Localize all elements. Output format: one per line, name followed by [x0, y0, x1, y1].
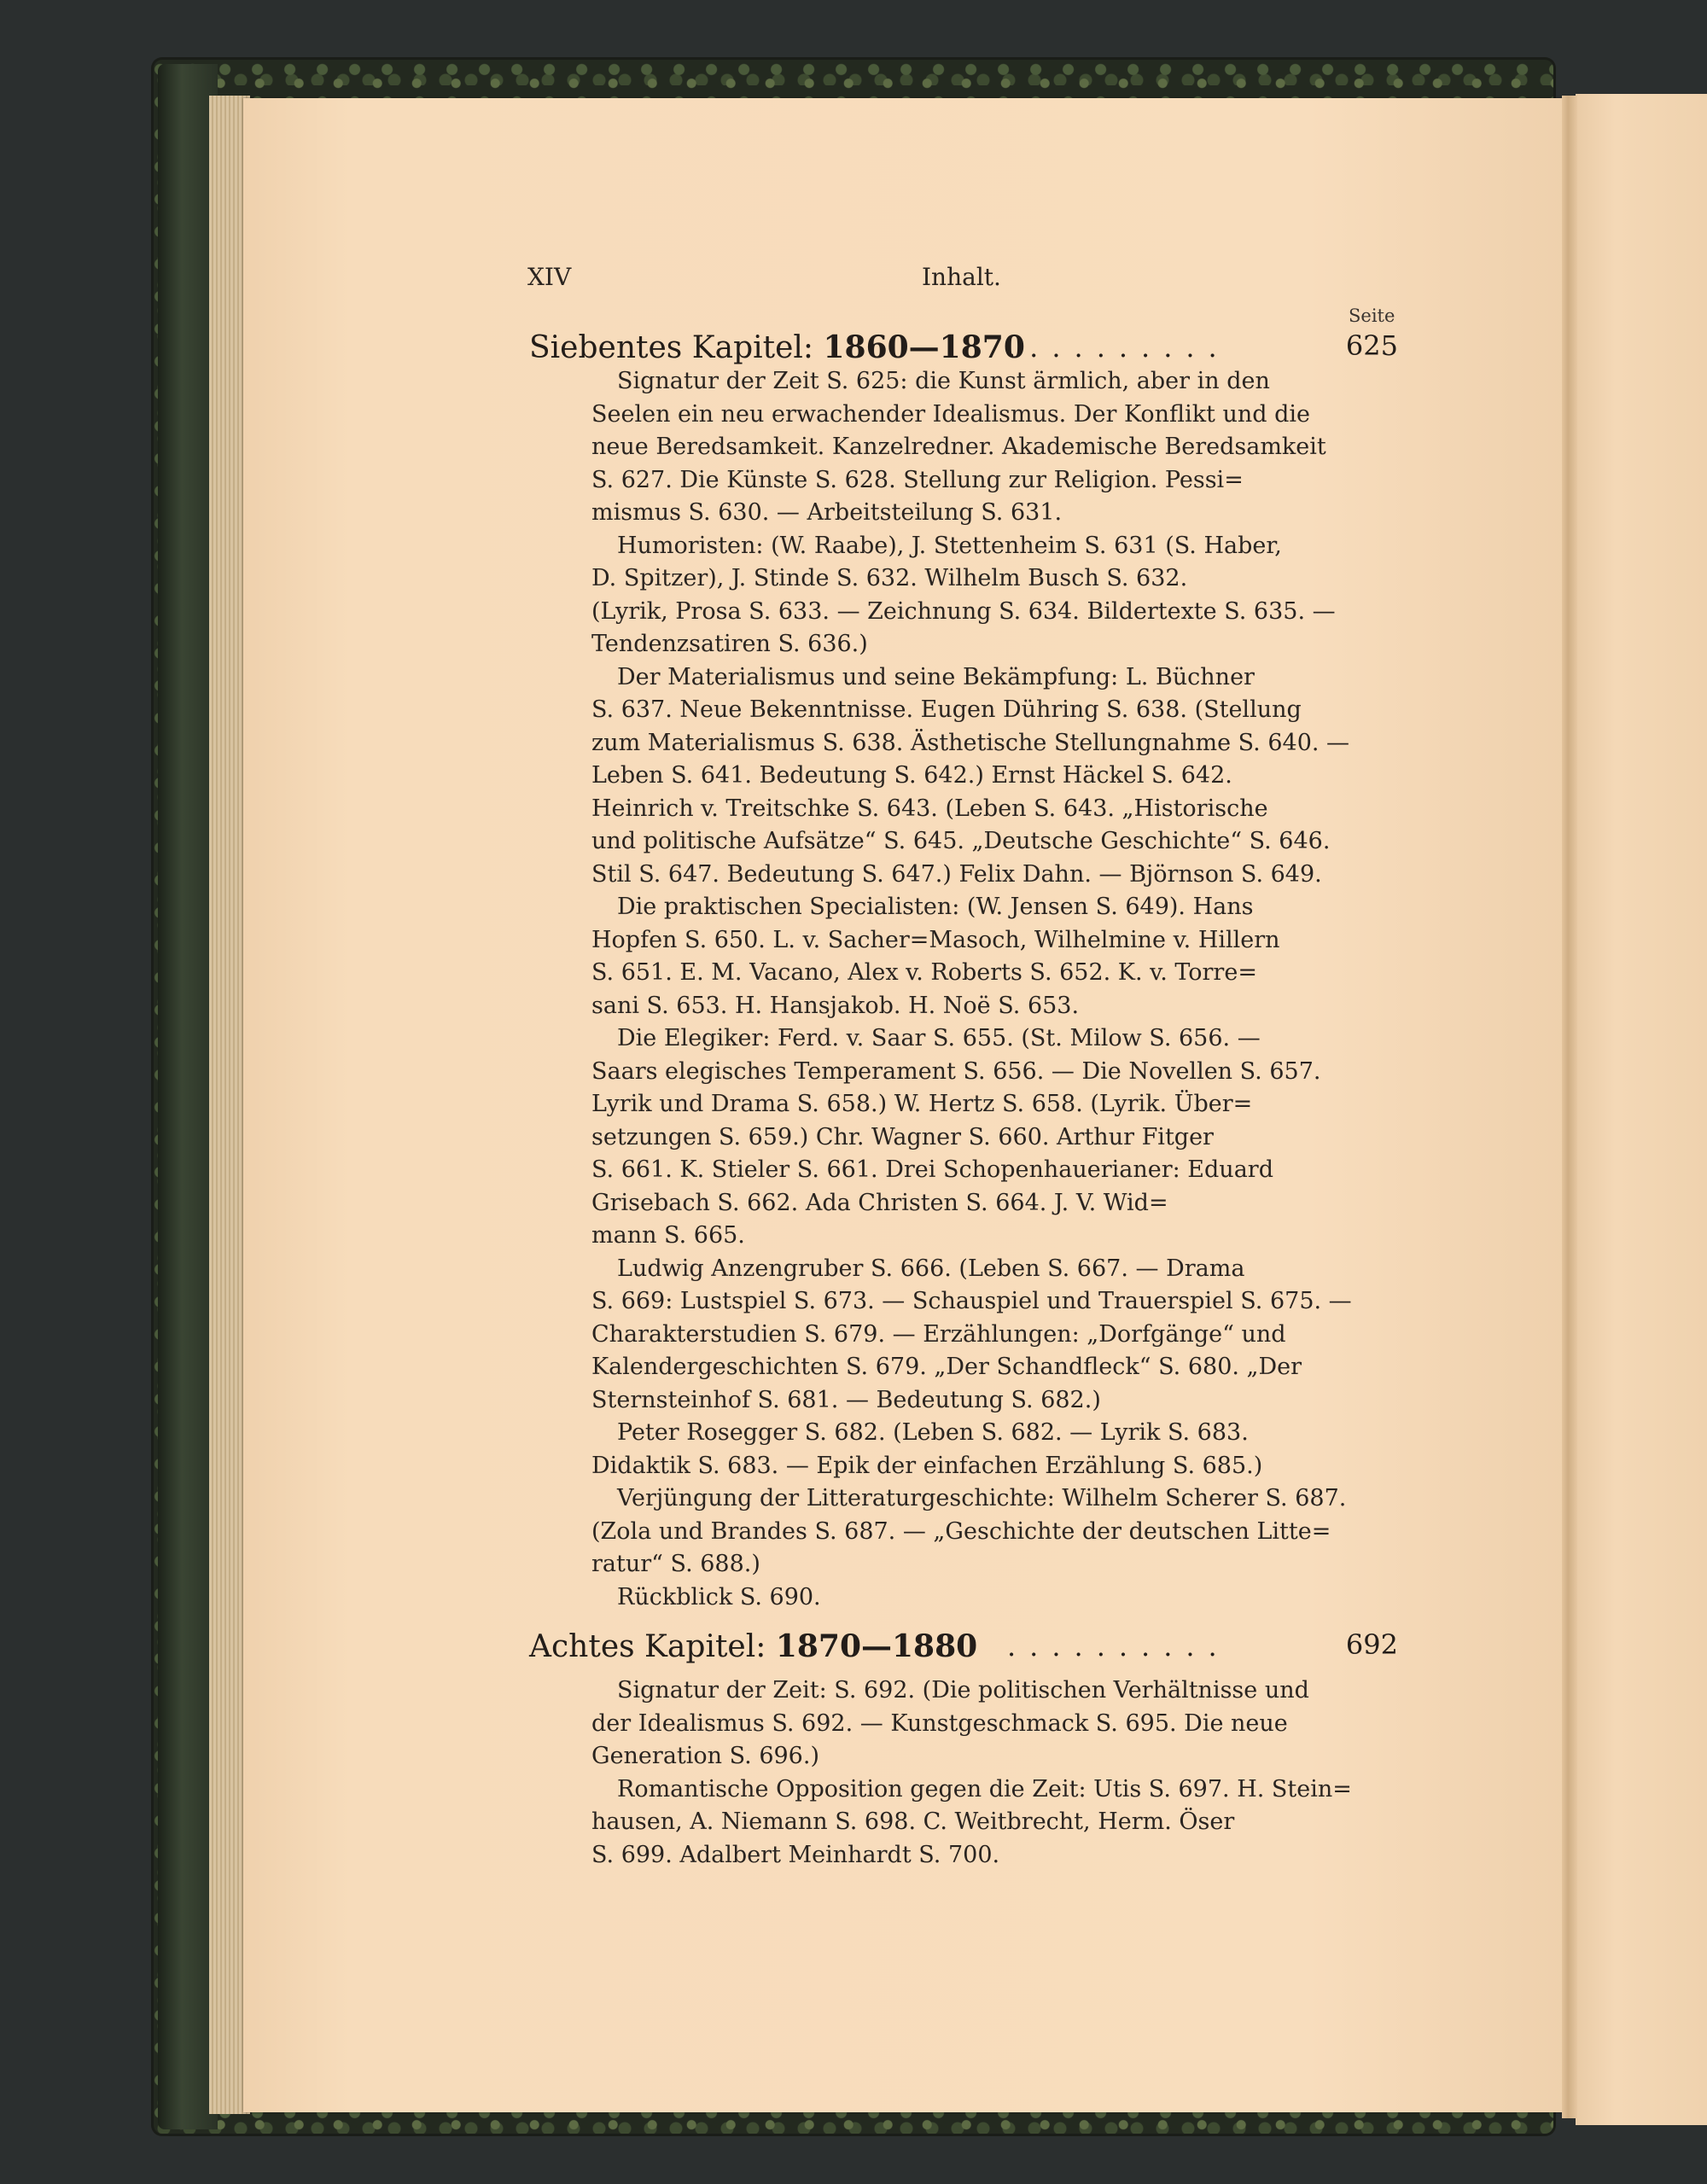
toc-entry-line: und politische Aufsätze“ S. 645. „Deutsche Geschichte“ S. 646. [591, 828, 1331, 854]
toc-entry-line: Didaktik S. 683. — Epik der einfachen Erzählung S. 685.) [591, 1452, 1263, 1479]
toc-entry-line: Kalendergeschichten S. 679. „Der Schandfleck“ S. 680. „Der [591, 1354, 1302, 1380]
toc-entry-line: Signatur der Zeit: S. 692. (Die politischen Verhältnisse und [617, 1677, 1309, 1704]
toc-entry-line: Saars elegisches Temperament S. 656. — Die Novellen S. 657. [591, 1057, 1321, 1085]
toc-entry-line: Peter Rosegger S. 682. (Leben S. 682. — Lyrik S. 683. [617, 1419, 1249, 1446]
toc-entry-line: S. 651. E. M. Vacano, Alex v. Roberts S. 652. K. v. Torre= [591, 959, 1257, 986]
toc-entry-line: Romantische Opposition gegen die Zeit: Utis S. 697. H. Stein= [617, 1775, 1352, 1803]
toc-entry-line: Rückblick S. 690. [617, 1583, 821, 1610]
chapter-8-contents [591, 1674, 1352, 1872]
toc-entry-line: Signatur der Zeit S. 625: die Kunst ärmlich, aber in den [617, 368, 1270, 394]
toc-entry-line: Hopfen S. 650. L. v. Sacher=Masoch, Wilhelmine v. Hillern [591, 926, 1280, 953]
toc-entry-line: Grisebach S. 662. Ada Christen S. 664. J. V. Wid= [591, 1189, 1168, 1216]
toc-entry-line: (Lyrik, Prosa S. 633. — Zeichnung S. 634. Bildertexte S. 635. — [591, 597, 1336, 625]
toc-entry-line: sani S. 653. H. Hansjakob. H. Noë S. 653. [591, 992, 1080, 1019]
chapter-heading-7 [529, 329, 1398, 367]
toc-entry-line: mann S. 665. [591, 1222, 745, 1249]
toc-entry-line: S. 669: Lustspiel S. 673. — Schauspiel und Trauerspiel S. 675. — [591, 1288, 1352, 1314]
toc-entry-line: Seelen ein neu erwachender Idealismus. Der Konflikt und die [591, 400, 1311, 428]
chapter-7-contents [591, 365, 1352, 1614]
toc-entry-line: Tendenzsatiren S. 636.) [591, 631, 868, 657]
toc-entry-line: S. 661. K. Stieler S. 661. Drei Schopenhauerianer: Eduard [591, 1156, 1273, 1183]
toc-entry-line: S. 699. Adalbert Meinhardt S. 700. [591, 1841, 1000, 1868]
toc-entry-line: ratur“ S. 688.) [591, 1551, 760, 1577]
toc-entry-line: neue Beredsamkeit. Kanzelredner. Akademische Beredsamkeit [591, 434, 1326, 460]
toc-entry-line: Heinrich v. Treitschke S. 643. (Leben S. 643. „Historische [591, 795, 1268, 822]
toc-entry-line: zum Materialismus S. 638. Ästhetische Stellungnahme S. 640. — [591, 729, 1350, 756]
chapter-years: 1870—1880 [775, 1628, 978, 1664]
toc-entry-line: hausen, A. Niemann S. 698. C. Weitbrecht, Herm. Öser [591, 1808, 1235, 1835]
toc-entry-line: Ludwig Anzengruber S. 666. (Leben S. 667. — Drama [617, 1255, 1245, 1282]
page-gutter [1562, 96, 1577, 2118]
toc-entry-line: S. 627. Die Künste S. 628. Stellung zur Religion. Pessi= [591, 466, 1244, 493]
toc-entry-line: Leben S. 641. Bedeutung S. 642.) Ernst Häckel S. 642. [591, 762, 1232, 789]
seite-column-label: Seite [1349, 306, 1395, 326]
facing-page [1576, 94, 1707, 2125]
toc-entry-line: Der Materialismus und seine Bekämpfung: L. Büchner [617, 663, 1255, 690]
toc-entry-line: setzungen S. 659.) Chr. Wagner S. 660. Arthur Fitger [591, 1123, 1214, 1150]
chapter-label: Siebentes Kapitel: [529, 330, 824, 365]
dot-leader: .......... [1007, 331, 1231, 364]
chapter-page: 625 [1345, 329, 1398, 362]
running-title: Inhalt. [922, 263, 1001, 291]
page-number: XIV [527, 263, 572, 291]
toc-entry-line: (Zola und Brandes S. 687. — „Geschichte der deutschen Litte= [591, 1517, 1331, 1545]
chapter-years: 1860—1870 [823, 329, 1025, 365]
toc-entry-line: Charakterstudien S. 679. — Erzählungen: „Dorfgänge“ und [591, 1320, 1286, 1348]
toc-entry-line: Die Elegiker: Ferd. v. Saar S. 655. (St. Milow S. 656. — [617, 1025, 1261, 1051]
toc-entry-line: Humoristen: (W. Raabe), J. Stettenheim S. 631 (S. Haber, [617, 532, 1282, 559]
toc-entry-line: der Idealismus S. 692. — Kunstgeschmack S. 695. Die neue [591, 1709, 1288, 1737]
chapter-label: Achtes Kapitel: [529, 1629, 776, 1664]
toc-entry-line: mismus S. 630. — Arbeitsteilung S. 631. [591, 499, 1063, 526]
toc-entry-line: Verjüngung der Litteraturgeschichte: Wilhelm Scherer S. 687. [617, 1485, 1347, 1511]
chapter-heading-8 [529, 1628, 1398, 1666]
toc-entry-line: S. 637. Neue Bekenntnisse. Eugen Dühring S. 638. (Stellung [591, 696, 1302, 723]
chapter-page: 692 [1345, 1628, 1398, 1661]
toc-entry-line: Die praktischen Specialisten: (W. Jensen S. 649). Hans [617, 894, 1254, 920]
toc-entry-line: Sternsteinhof S. 681. — Bedeutung S. 682.) [591, 1386, 1101, 1413]
toc-entry-line: Generation S. 696.) [591, 1743, 819, 1769]
toc-entry-line: D. Spitzer), J. Stinde S. 632. Wilhelm Busch S. 632. [591, 565, 1188, 591]
toc-entry-line: Lyrik und Drama S. 658.) W. Hertz S. 658. (Lyrik. Über= [591, 1091, 1253, 1117]
dot-leader: .......... [1007, 1630, 1231, 1663]
toc-entry-line: Stil S. 647. Bedeutung S. 647.) Felix Dahn. — Björnson S. 649. [591, 860, 1322, 888]
